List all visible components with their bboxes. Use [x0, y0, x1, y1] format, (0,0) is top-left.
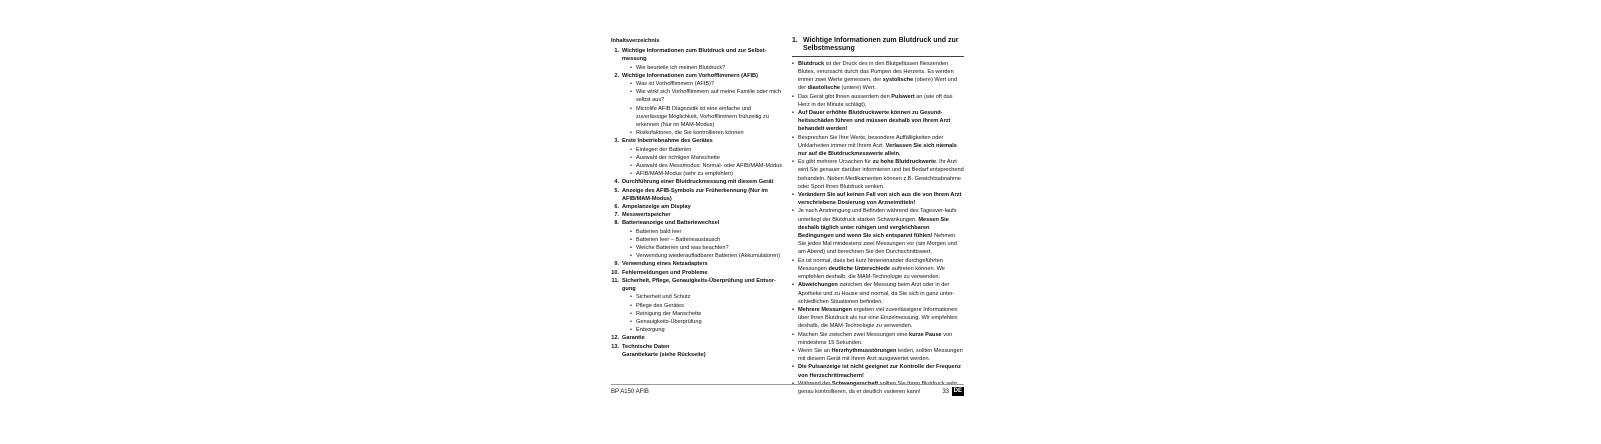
body-text: auftreten können. Wir empfehlen deshalb, die MAM-Technologie zu verwenden. — [798, 265, 946, 281]
toc-item — [611, 137, 783, 178]
footer-model: BP A150 AFIB — [611, 389, 649, 395]
toc-item-number: 12. — [611, 335, 619, 342]
toc-item-number: 8. — [614, 220, 619, 227]
toc-sub-item: • Entsorgung — [630, 326, 783, 334]
toc-item-label: Wichtige Informationen zum Vorhofflimmern (AFIB) — [622, 72, 758, 79]
toc-item — [611, 211, 783, 219]
language-badge: DE — [953, 388, 962, 394]
body-text: Nehmen Sie jedes Mal mindestens zwei Messungen vor (am Morgen und am Abend) und berechnen Sie den Durchschnittswert. — [798, 233, 957, 256]
toc-sub-item: • Welche Batterien und was beachten? — [630, 244, 783, 252]
body-text: zwischen der Messung beim Arzt oder in der Apotheke und zu Hause sind normal, da Sie sich in ganz unter-schiedlichen Situationen befinden. — [798, 282, 955, 305]
toc-item-label: Verwendung eines Netzadapters — [622, 261, 708, 268]
toc-item-number: 13. — [611, 343, 619, 350]
toc-item-number: 9. — [614, 261, 619, 268]
toc-sub-item: • Genauigkeits-Überprüfung — [630, 318, 783, 326]
emphasis-text: Pulswert — [891, 93, 915, 100]
toc-sub-item: • Batterien bald leer — [630, 228, 783, 236]
toc-sub-item: • Microlife AFIB Diagnostik ist eine einfache und zuverlässige Möglichkeit, Vorhofflimmern frühzeitig zu erkennen (Nur im MAM-Modus) — [630, 105, 783, 130]
emphasis-text: Abweichungen — [798, 282, 838, 289]
table-of-contents — [611, 37, 783, 359]
list-item — [792, 363, 964, 379]
section-content — [792, 37, 964, 396]
toc-sub-item: • AFIB/MAM-Modus (sehr zu empfehlen) — [630, 170, 783, 178]
emphasis-text: Verändern Sie auf keinen Fall von sich aus die von Ihrem Arzt verschriebene Dosierung von Arzneimitteln! — [798, 192, 962, 207]
body-text: leiden, sollten Messungen mit diesem Gerät mit Ihrem Arzt ausgewertet werden. — [798, 347, 963, 363]
bullet-list — [792, 60, 964, 396]
toc-item-number: 4. — [614, 179, 619, 186]
body-text: an (wie oft das Herz in der Minute schlägt). — [798, 93, 953, 108]
body-text: Es gibt mehrere Ursachen für — [798, 159, 873, 166]
page-number: 33 — [942, 389, 949, 395]
toc-sub-list — [622, 228, 783, 261]
emphasis-text: Blutdruck — [798, 60, 825, 67]
body-text: . Ihr Arzt wird Sie genauer darüber informieren und bei Bedarf entsprechend behandeln. Neben Medikamenten können z.B. Gewichtsabnahme oder Sport Ihren Blutdruck senken. — [798, 159, 964, 190]
toc-item — [611, 47, 783, 72]
list-item — [792, 158, 964, 191]
emphasis-text: kurze Pause — [909, 331, 942, 338]
toc-sub-item: • Sicherheit und Schutz — [630, 293, 783, 301]
toc-sub-list — [622, 146, 783, 179]
toc-item-number: 10. — [611, 269, 619, 276]
body-text: Das Gerät gibt Ihnen ausserdem den — [798, 93, 892, 100]
emphasis-text: zu hohe Blutdruckwerte — [872, 159, 937, 166]
toc-item — [611, 334, 783, 342]
body-text: ist der Druck des in den Blutgefässen fliessenden Blutes, verursacht durch das Pumpen des Herzens. Es werden immer zwei Werte gemessen, der — [798, 60, 954, 84]
list-item — [792, 191, 964, 207]
list-item — [792, 60, 964, 93]
body-text: Machen Sie zwischen zwei Messungen eine — [798, 331, 910, 338]
toc-item-label: Wichtige Informationen zum Blutdruck und zur Selbst-messung — [622, 48, 767, 63]
toc-item-number: 3. — [614, 138, 619, 145]
toc-sub-item: • Reinigung der Manschette — [630, 310, 783, 318]
toc-item — [611, 219, 783, 260]
toc-item-label: Sicherheit, Pflege, Genauigkeits-Überprüfung und Entsor-gung — [622, 277, 776, 293]
toc-sub-item: • Was ist Vorhofflimmern (AFIB)? — [630, 80, 783, 88]
body-text: Je nach Anstrengung und Befinden während des Tagesver-laufs unterliegt der Blutdruck starken Schwankungen. — [798, 208, 957, 223]
emphasis-text: diastolische — [807, 85, 840, 92]
list-item — [792, 306, 964, 331]
body-text: (obere) Wert und der — [798, 77, 957, 92]
toc-sub-item: • Auswahl der richtigen Manschette — [630, 154, 783, 162]
toc-sub-item: • Auswahl des Messmodus: Normal- oder AFIB/MAM-Modus — [630, 162, 783, 170]
toc-item — [611, 72, 783, 138]
list-item — [792, 347, 964, 363]
section-heading — [792, 37, 964, 57]
list-item — [792, 257, 964, 282]
emphasis-text: systolische — [882, 77, 914, 84]
toc-item-number: 7. — [614, 212, 619, 219]
emphasis-text: Herzrhythmusstörungen — [831, 347, 897, 354]
list-item — [792, 207, 964, 256]
toc-item-label: Fehlermeldungen und Probleme — [622, 269, 708, 276]
toc-item — [611, 260, 783, 268]
body-text: Während der — [798, 380, 832, 387]
list-item — [792, 109, 964, 134]
toc-item-number: 2. — [614, 72, 619, 79]
toc-sub-list — [622, 80, 783, 137]
emphasis-text: Messen Sie deshalb täglich unter ruhigen und vergleichbaren Bedingungen und wenn Sie sich entspannt fühlen! — [798, 216, 949, 240]
toc-sub-list — [622, 293, 783, 334]
toc-item-label: Durchführung einer Blutdruckmessung mit diesem Gerät — [622, 179, 774, 186]
toc-item — [611, 203, 783, 211]
toc-sub-item: • Wie beurteile ich meinen Blutdruck? — [630, 64, 783, 72]
toc-item — [611, 187, 783, 203]
body-text: (untere) Wert. — [839, 85, 876, 92]
toc-sub-item: • Batterien leer – Batterieaustausch — [630, 236, 783, 244]
toc-extra-label: Garantiekarte (siehe Rückseite) — [622, 351, 706, 358]
list-item — [792, 134, 964, 159]
toc-sub-item: • Risikofaktoren, die Sie kontrollieren können — [630, 129, 783, 137]
toc-item-number: 11. — [611, 277, 619, 284]
toc-item — [611, 178, 783, 186]
toc-sub-list — [622, 64, 783, 72]
toc-item-number: 6. — [614, 204, 619, 211]
toc-item-label: Erste Inbetriebnahme des Gerätes — [622, 138, 713, 145]
toc-title: Inhaltsverzeichnis — [611, 38, 660, 44]
toc-item-number: 5. — [614, 187, 619, 194]
toc-item-number: 1. — [614, 48, 619, 55]
emphasis-text: Auf Dauer erhöhte Blutdruckwerte können zu Gesund-heitsschäden führen und müssen deshalb von Ihrem Arzt behandelt werden! — [798, 110, 951, 133]
emphasis-text: Schwangerschaft — [831, 380, 879, 387]
emphasis-text: Mehrere Messungen — [798, 306, 853, 313]
toc-sub-item: • Pflege des Gerätes — [630, 302, 783, 310]
toc-item-label: Ampelanzeige am Display — [622, 204, 691, 211]
toc-item — [611, 269, 783, 277]
toc-item-label: Anzeige des AFIB-Symbols zur Früherkennung (Nur im AFIB/MAM-Modus) — [622, 187, 768, 202]
list-item — [792, 331, 964, 347]
toc-sub-item: • Einlegen der Batterien — [630, 146, 783, 154]
emphasis-text: Verlassen Sie sich niemals nur auf die Blutdruckmesswerte allein. — [798, 142, 957, 158]
list-item — [792, 93, 964, 109]
toc-item-label: Messwertspeicher — [622, 212, 671, 219]
toc-item — [611, 277, 783, 334]
emphasis-text: deutliche Unterschiede — [828, 265, 891, 272]
toc-item — [611, 343, 783, 359]
toc-sub-item: • Wie wirkt sich Vorhofflimmern auf meine Familie oder mich selbst aus? — [630, 88, 783, 104]
body-text: sollten Sie Ihren Blutdruck sehr genau kontrollieren, da er deutlich variieren kann! — [798, 380, 958, 395]
body-text: Wenn Sie an — [798, 347, 832, 354]
body-text: Besprechen Sie Ihre Werte, besondere Auffälligkeiten oder Unklarheiten immer mit Ihrem Arzt. — [798, 134, 944, 149]
toc-item-label: Batterieanzeige und Batteriewechsel — [622, 220, 720, 227]
body-text: Es ist normal, dass bei kurz hintereinander durchgeführten Messungen — [798, 257, 943, 272]
list-item — [792, 281, 964, 306]
toc-list — [611, 47, 783, 359]
toc-item-label: Technische Daten — [622, 343, 670, 350]
toc-item-label: Garantie — [622, 335, 645, 342]
body-text: von mindestens 15 Sekunden. — [798, 331, 953, 346]
body-text: ergeben viel zuverlässigere Informationen über Ihren Blutdruck als nur eine Einzelmessung. Wir empfehlen deshalb, die MAM-Technologie zu verwenden. — [798, 306, 958, 330]
section-title: Wichtige Informationen zum Blutdruck und zur Selbstmessung — [803, 37, 959, 53]
section-number: 1. — [792, 37, 798, 44]
emphasis-text: Die Pulsanzeige ist nicht geeignet zur Kontrolle der Frequenz von Herzschrittmachern! — [798, 364, 961, 379]
toc-sub-item: • Verwendung wiederaufladbarer Batterien (Akkumulatoren) — [630, 252, 783, 260]
